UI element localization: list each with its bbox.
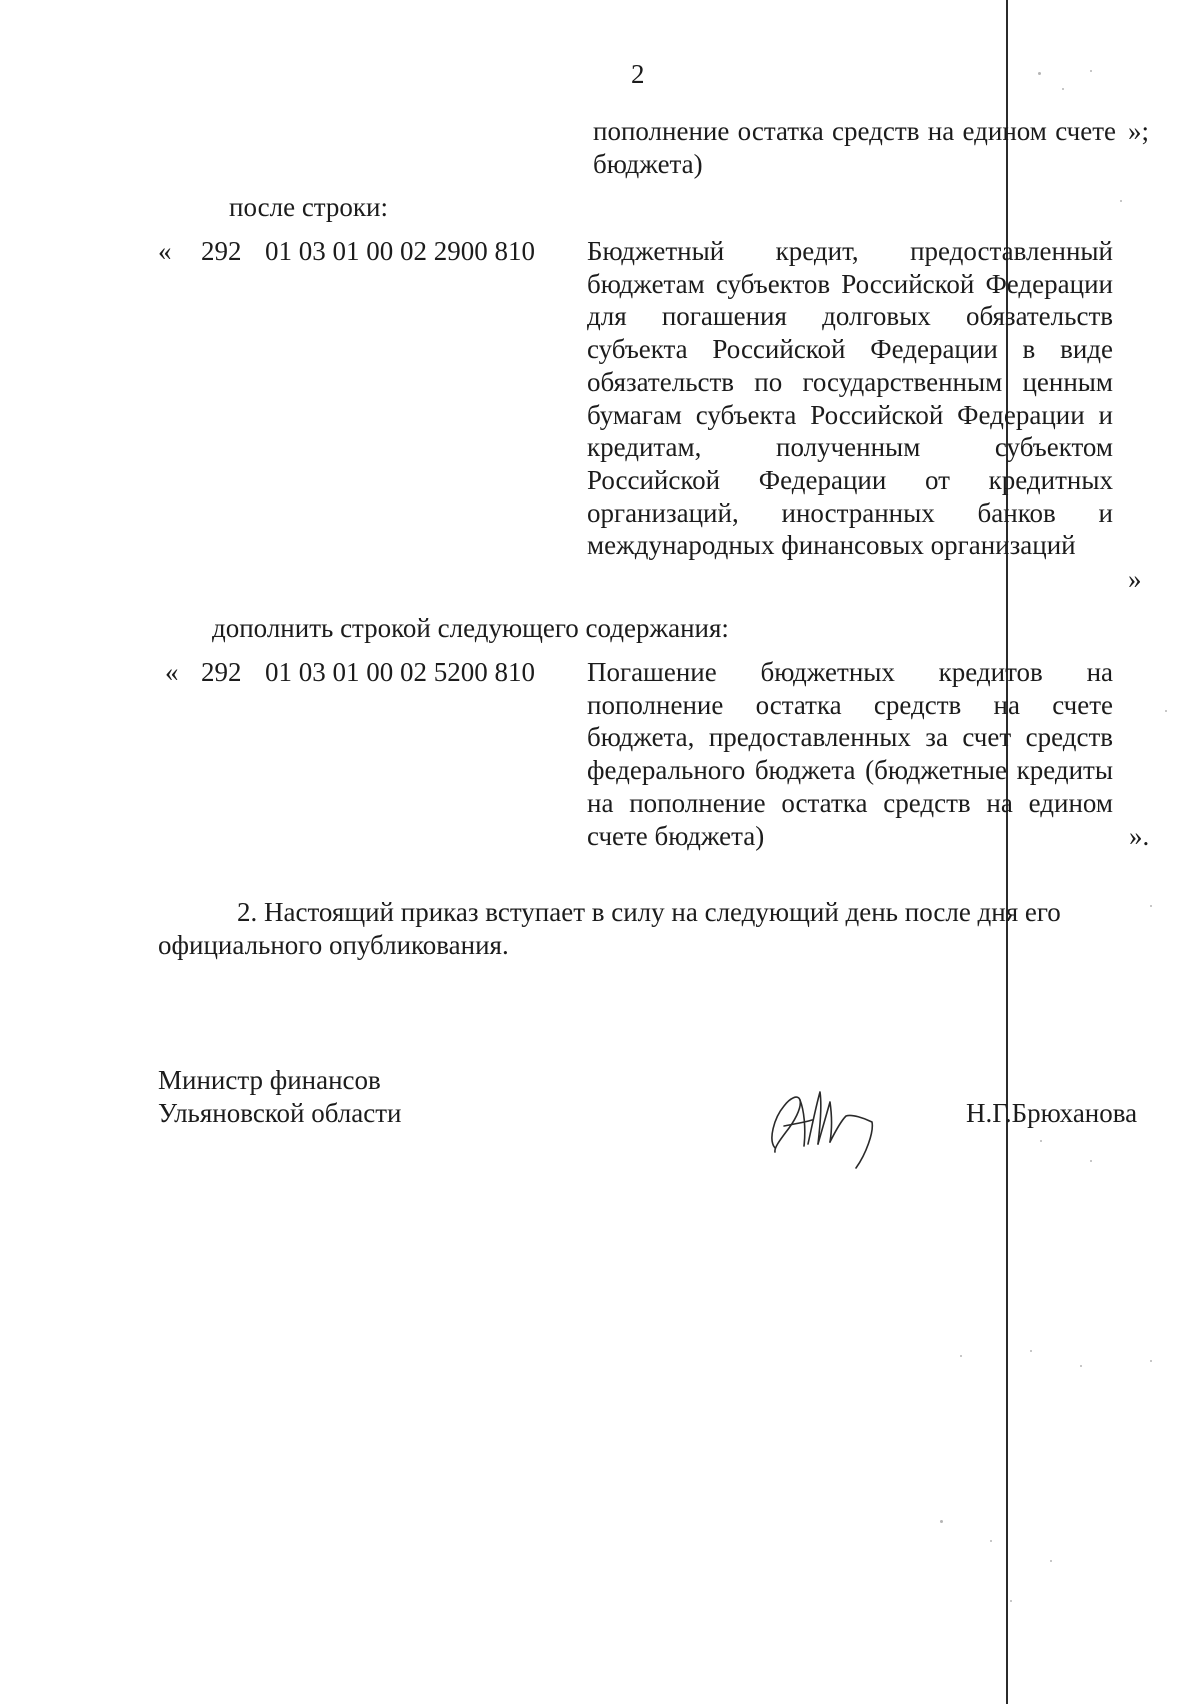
clause-2-line-2: официального опубликования.: [158, 930, 509, 960]
row-1-kbk-code: 01 03 01 00 02 2900 810: [265, 236, 535, 266]
page-number: 2: [631, 59, 645, 89]
row-2-description: Погашение бюджетных кредитов на пополнение остатка средств на счете бюджета, предоставленных за счет средств федерального бюджета (бюджетные кредиты на пополнение остатка средств на едином счете бюджета): [587, 657, 1113, 851]
first-row-description: пополнение остатка средств на едином счете бюджета): [593, 116, 1116, 179]
signer-position-line-2: Ульяновской области: [158, 1098, 402, 1128]
row-1-close-mark: »: [1128, 564, 1142, 594]
after-row-label: после строки:: [229, 192, 388, 222]
row-1-open-mark: «: [158, 236, 172, 266]
first-row-close-mark: »;: [1128, 116, 1150, 146]
row-2-close-mark: ».: [1129, 821, 1150, 851]
row-1-admin-code: 292: [201, 236, 242, 266]
row-2-admin-code: 292: [201, 657, 242, 687]
clause-2-line-1: 2. Настоящий приказ вступает в силу на следующий день после дня его: [237, 897, 1061, 927]
signer-name: Н.Г.Брюханова: [966, 1098, 1138, 1128]
signer-position-line-1: Министр финансов: [158, 1065, 381, 1095]
row-2-kbk-code: 01 03 01 00 02 5200 810: [265, 657, 535, 687]
row-1-description: Бюджетный кредит, предоставленный бюджетам субъектов Российской Федерации для погашения долговых обязательств субъекта Российской Федерации в виде обязательств по государственным ценным бумагам субъекта Российской Федерации и кредитам, полученным субъектом Российской Федерации от кредитных организаций, иностранных банков и международных финансовых организаций: [587, 236, 1113, 561]
handwritten-signature: [760, 1070, 885, 1170]
supplement-label: дополнить строкой следующего содержания:: [212, 613, 729, 643]
row-2-open-mark: «: [165, 657, 179, 687]
